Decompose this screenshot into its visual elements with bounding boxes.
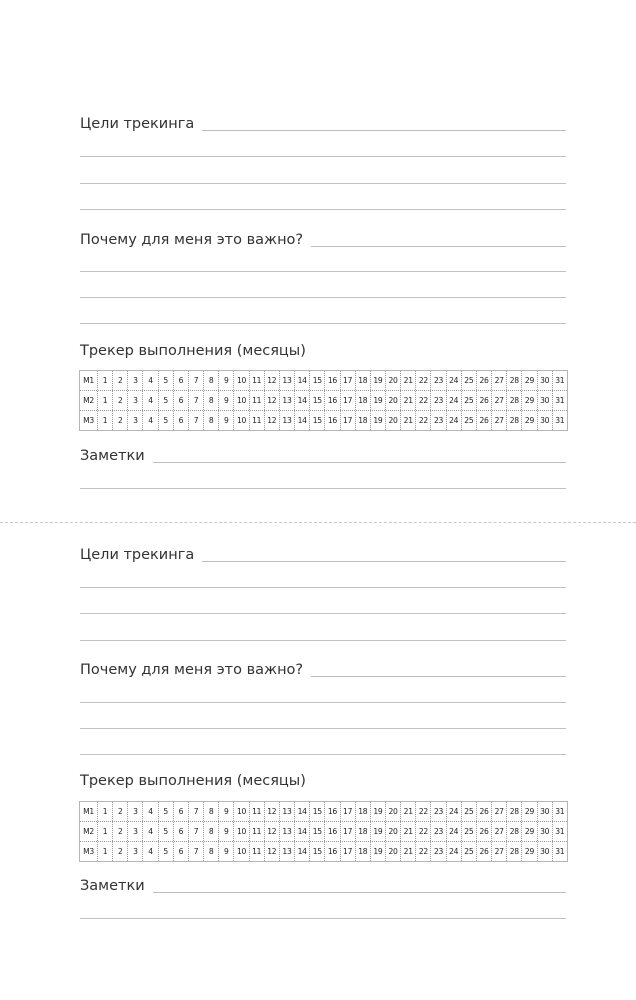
day-cell[interactable]: 29 xyxy=(522,842,537,861)
goals-row xyxy=(80,541,566,565)
day-cell[interactable]: 15 xyxy=(310,822,325,841)
tracker-row-m1 xyxy=(80,371,567,391)
day-cell[interactable]: 25 xyxy=(462,391,477,410)
day-cell[interactable]: 23 xyxy=(431,391,446,410)
day-cell[interactable]: 23 xyxy=(431,802,446,821)
day-cell[interactable]: 12 xyxy=(265,822,280,841)
day-cell[interactable]: 6 xyxy=(174,822,189,841)
day-cell[interactable]: 18 xyxy=(356,391,371,410)
day-cell[interactable]: 21 xyxy=(401,822,416,841)
tracker-label: Трекер выполнения (месяцы) xyxy=(80,343,306,359)
day-cell[interactable]: 4 xyxy=(143,391,158,410)
day-cell[interactable]: 16 xyxy=(325,391,340,410)
day-cell[interactable]: 12 xyxy=(265,411,280,430)
day-cell[interactable]: 25 xyxy=(462,411,477,430)
day-cell[interactable]: 15 xyxy=(310,391,325,410)
day-cell[interactable]: 23 xyxy=(431,842,446,861)
day-cell[interactable]: 29 xyxy=(522,411,537,430)
day-cell[interactable]: 13 xyxy=(280,391,295,410)
day-cell[interactable]: 9 xyxy=(219,842,234,861)
day-cell[interactable]: 11 xyxy=(250,391,265,410)
day-cell[interactable]: 7 xyxy=(189,391,204,410)
day-cell[interactable]: 19 xyxy=(371,802,386,821)
day-cell[interactable]: 24 xyxy=(447,822,462,841)
goals-write-line[interactable] xyxy=(202,130,566,131)
day-cell[interactable]: 7 xyxy=(189,371,204,390)
day-cell[interactable]: 15 xyxy=(310,842,325,861)
day-cell[interactable]: 18 xyxy=(356,822,371,841)
month-label: M2 xyxy=(80,822,98,841)
day-cell[interactable]: 25 xyxy=(462,802,477,821)
day-cell[interactable]: 4 xyxy=(143,371,158,390)
day-cell[interactable]: 19 xyxy=(371,822,386,841)
notes-row xyxy=(80,442,566,466)
day-cell[interactable]: 5 xyxy=(159,822,174,841)
day-cell[interactable]: 28 xyxy=(507,371,522,390)
day-cell[interactable]: 4 xyxy=(143,822,158,841)
day-cell[interactable]: 7 xyxy=(189,411,204,430)
day-cell[interactable]: 29 xyxy=(522,391,537,410)
day-cell[interactable]: 24 xyxy=(447,411,462,430)
goals-line[interactable] xyxy=(80,156,566,157)
day-cell[interactable]: 18 xyxy=(356,802,371,821)
day-cell[interactable]: 11 xyxy=(250,802,265,821)
day-cell[interactable]: 8 xyxy=(204,822,219,841)
day-cell[interactable]: 6 xyxy=(174,411,189,430)
day-cell[interactable]: 23 xyxy=(431,411,446,430)
day-cell[interactable]: 30 xyxy=(538,822,553,841)
day-cell[interactable]: 20 xyxy=(386,411,401,430)
day-cell[interactable]: 15 xyxy=(310,802,325,821)
notes-line[interactable] xyxy=(80,488,566,489)
day-cell[interactable]: 17 xyxy=(341,822,356,841)
day-cell[interactable]: 17 xyxy=(341,411,356,430)
why-write-line[interactable] xyxy=(311,246,566,247)
goals-write-line[interactable] xyxy=(202,561,566,562)
day-cell[interactable]: 1 xyxy=(98,802,113,821)
day-cell[interactable]: 30 xyxy=(538,391,553,410)
day-cell[interactable]: 1 xyxy=(98,842,113,861)
month-label: M3 xyxy=(80,411,98,430)
day-cell[interactable]: 3 xyxy=(128,802,143,821)
day-cell[interactable]: 2 xyxy=(113,822,128,841)
day-cell[interactable]: 28 xyxy=(507,842,522,861)
tracker-label: Трекер выполнения (месяцы) xyxy=(80,773,306,789)
day-cell[interactable]: 12 xyxy=(265,391,280,410)
day-cell[interactable]: 22 xyxy=(416,391,431,410)
day-cell[interactable]: 5 xyxy=(159,391,174,410)
day-cell[interactable]: 24 xyxy=(447,842,462,861)
day-cell[interactable]: 15 xyxy=(310,411,325,430)
day-cell[interactable]: 18 xyxy=(356,371,371,390)
day-cell[interactable]: 30 xyxy=(538,371,553,390)
day-cell[interactable]: 14 xyxy=(295,842,310,861)
day-cell[interactable]: 17 xyxy=(341,391,356,410)
why-row xyxy=(80,226,566,250)
day-cell[interactable]: 2 xyxy=(113,842,128,861)
month-label: M1 xyxy=(80,371,98,390)
day-cell[interactable]: 7 xyxy=(189,842,204,861)
day-cell[interactable]: 6 xyxy=(174,802,189,821)
day-cell[interactable]: 16 xyxy=(325,822,340,841)
day-cell[interactable]: 5 xyxy=(159,411,174,430)
goals-label: Цели трекинга xyxy=(80,547,195,563)
day-cell[interactable]: 21 xyxy=(401,802,416,821)
goals-line[interactable] xyxy=(80,587,566,588)
day-cell[interactable]: 20 xyxy=(386,822,401,841)
month-label: M1 xyxy=(80,802,98,821)
day-cell[interactable]: 23 xyxy=(431,371,446,390)
day-cell[interactable]: 8 xyxy=(204,842,219,861)
day-cell[interactable]: 1 xyxy=(98,371,113,390)
goals-line[interactable] xyxy=(80,183,566,184)
day-cell[interactable]: 9 xyxy=(219,371,234,390)
goals-line[interactable] xyxy=(80,613,566,614)
day-cell[interactable]: 21 xyxy=(401,411,416,430)
day-cell[interactable]: 3 xyxy=(128,371,143,390)
day-cell[interactable]: 2 xyxy=(113,391,128,410)
day-cell[interactable]: 4 xyxy=(143,802,158,821)
day-cell[interactable]: 22 xyxy=(416,411,431,430)
day-cell[interactable]: 10 xyxy=(234,371,249,390)
why-line[interactable] xyxy=(80,728,566,729)
day-cell[interactable]: 12 xyxy=(265,842,280,861)
day-cell[interactable]: 10 xyxy=(234,842,249,861)
day-cell[interactable]: 19 xyxy=(371,391,386,410)
day-cell[interactable]: 23 xyxy=(431,822,446,841)
day-cell[interactable]: 14 xyxy=(295,391,310,410)
day-cell[interactable]: 30 xyxy=(538,411,553,430)
day-cell[interactable]: 9 xyxy=(219,802,234,821)
day-cell[interactable]: 28 xyxy=(507,802,522,821)
day-cell[interactable]: 31 xyxy=(555,827,565,836)
day-cell[interactable]: 22 xyxy=(416,822,431,841)
day-cell[interactable]: 25 xyxy=(462,822,477,841)
day-cell[interactable]: 10 xyxy=(234,411,249,430)
month-label: M2 xyxy=(80,391,98,410)
day-cell[interactable]: 18 xyxy=(356,842,371,861)
day-cell[interactable]: 31 xyxy=(555,396,565,405)
tracker-row-m2 xyxy=(80,822,567,842)
why-line[interactable] xyxy=(80,754,566,755)
day-cell[interactable]: 27 xyxy=(492,391,507,410)
day-cell[interactable]: 8 xyxy=(204,391,219,410)
goals-label: Цели трекинга xyxy=(80,116,195,132)
day-cell[interactable]: 8 xyxy=(204,802,219,821)
day-cell[interactable]: 4 xyxy=(143,411,158,430)
day-cell[interactable]: 19 xyxy=(371,842,386,861)
day-cell[interactable]: 12 xyxy=(265,802,280,821)
tracker-row-m3 xyxy=(80,411,567,430)
day-cell[interactable]: 11 xyxy=(250,371,265,390)
day-cell[interactable]: 24 xyxy=(447,391,462,410)
why-write-line[interactable] xyxy=(311,676,566,677)
day-cell[interactable]: 8 xyxy=(204,411,219,430)
day-cell[interactable]: 26 xyxy=(477,842,492,861)
day-cell[interactable]: 7 xyxy=(189,802,204,821)
why-row xyxy=(80,656,566,680)
day-cell[interactable]: 10 xyxy=(234,822,249,841)
day-cell[interactable]: 2 xyxy=(113,802,128,821)
day-cell[interactable]: 21 xyxy=(401,842,416,861)
day-cell[interactable]: 8 xyxy=(204,371,219,390)
day-cell[interactable]: 27 xyxy=(492,371,507,390)
day-cell[interactable]: 27 xyxy=(492,411,507,430)
day-cell[interactable]: 7 xyxy=(189,822,204,841)
day-cell[interactable]: 19 xyxy=(371,371,386,390)
day-cell[interactable]: 17 xyxy=(341,802,356,821)
day-cell[interactable]: 11 xyxy=(250,822,265,841)
month-tracker-grid xyxy=(79,370,568,431)
day-cell[interactable]: 28 xyxy=(507,822,522,841)
day-cell[interactable]: 11 xyxy=(250,411,265,430)
day-cell[interactable]: 27 xyxy=(492,822,507,841)
day-cell[interactable]: 28 xyxy=(507,391,522,410)
day-cell[interactable]: 13 xyxy=(280,842,295,861)
day-cell[interactable]: 22 xyxy=(416,802,431,821)
notes-label: Заметки xyxy=(80,448,145,464)
day-cell[interactable]: 26 xyxy=(477,822,492,841)
why-line[interactable] xyxy=(80,297,566,298)
day-cell[interactable]: 25 xyxy=(462,842,477,861)
day-cell[interactable]: 9 xyxy=(219,822,234,841)
day-cell[interactable]: 13 xyxy=(280,411,295,430)
day-cell[interactable]: 10 xyxy=(234,391,249,410)
day-cell[interactable]: 22 xyxy=(416,842,431,861)
day-cell[interactable]: 28 xyxy=(507,411,522,430)
day-cell[interactable]: 20 xyxy=(386,391,401,410)
goals-row xyxy=(80,110,566,134)
day-cell[interactable]: 14 xyxy=(295,371,310,390)
day-cell[interactable]: 9 xyxy=(219,391,234,410)
day-cell[interactable]: 27 xyxy=(492,842,507,861)
day-cell[interactable]: 25 xyxy=(462,371,477,390)
day-cell[interactable]: 17 xyxy=(341,842,356,861)
day-cell[interactable]: 26 xyxy=(477,802,492,821)
day-cell[interactable]: 3 xyxy=(128,842,143,861)
day-cell[interactable]: 18 xyxy=(356,411,371,430)
day-cell[interactable]: 24 xyxy=(447,802,462,821)
why-line[interactable] xyxy=(80,271,566,272)
notes-write-line[interactable] xyxy=(153,892,566,893)
notes-line[interactable] xyxy=(80,918,566,919)
day-cell[interactable]: 26 xyxy=(477,391,492,410)
day-cell[interactable]: 6 xyxy=(174,371,189,390)
day-cell[interactable]: 21 xyxy=(401,371,416,390)
day-cell[interactable]: 16 xyxy=(325,842,340,861)
day-cell[interactable]: 16 xyxy=(325,411,340,430)
goals-line[interactable] xyxy=(80,640,566,641)
day-cell[interactable]: 1 xyxy=(98,391,113,410)
day-cell[interactable]: 14 xyxy=(295,802,310,821)
why-label: Почему для меня это важно? xyxy=(80,662,304,678)
notes-write-line[interactable] xyxy=(153,462,566,463)
day-cell[interactable]: 15 xyxy=(310,371,325,390)
day-cell[interactable]: 31 xyxy=(555,847,565,856)
day-cell[interactable]: 6 xyxy=(174,391,189,410)
day-cell[interactable]: 27 xyxy=(492,802,507,821)
why-line[interactable] xyxy=(80,323,566,324)
day-cell[interactable]: 19 xyxy=(371,411,386,430)
tracker-row-m1 xyxy=(80,802,567,822)
day-cell[interactable]: 29 xyxy=(522,371,537,390)
notes-label: Заметки xyxy=(80,878,145,894)
day-cell[interactable]: 14 xyxy=(295,411,310,430)
day-cell[interactable]: 20 xyxy=(386,802,401,821)
day-cell[interactable]: 31 xyxy=(555,376,565,385)
notes-row xyxy=(80,872,566,896)
day-cell[interactable]: 14 xyxy=(295,822,310,841)
day-cell[interactable]: 5 xyxy=(159,802,174,821)
month-tracker-grid xyxy=(79,801,568,862)
day-cell[interactable]: 24 xyxy=(447,371,462,390)
day-cell[interactable]: 20 xyxy=(386,842,401,861)
why-line[interactable] xyxy=(80,702,566,703)
day-cell[interactable]: 1 xyxy=(98,411,113,430)
cut-line xyxy=(0,522,636,523)
why-label: Почему для меня это важно? xyxy=(80,232,304,248)
day-cell[interactable]: 3 xyxy=(128,822,143,841)
day-cell[interactable]: 21 xyxy=(401,391,416,410)
goals-line[interactable] xyxy=(80,209,566,210)
day-cell[interactable]: 2 xyxy=(113,371,128,390)
tracker-row-m2 xyxy=(80,391,567,411)
day-cell[interactable]: 30 xyxy=(538,802,553,821)
day-cell[interactable]: 3 xyxy=(128,391,143,410)
day-cell[interactable]: 1 xyxy=(98,822,113,841)
day-cell[interactable]: 20 xyxy=(386,371,401,390)
day-cell[interactable]: 31 xyxy=(555,807,565,816)
day-cell[interactable]: 31 xyxy=(555,416,565,425)
day-cell[interactable]: 16 xyxy=(325,802,340,821)
day-cell[interactable]: 29 xyxy=(522,802,537,821)
day-cell[interactable]: 26 xyxy=(477,371,492,390)
day-cell[interactable]: 2 xyxy=(113,411,128,430)
day-cell[interactable]: 17 xyxy=(341,371,356,390)
day-cell[interactable]: 4 xyxy=(143,842,158,861)
day-cell[interactable]: 13 xyxy=(280,822,295,841)
day-cell[interactable]: 6 xyxy=(174,842,189,861)
day-cell[interactable]: 30 xyxy=(538,842,553,861)
day-cell[interactable]: 16 xyxy=(325,371,340,390)
day-cell[interactable]: 12 xyxy=(265,371,280,390)
day-cell[interactable]: 22 xyxy=(416,371,431,390)
day-cell[interactable]: 13 xyxy=(280,802,295,821)
day-cell[interactable]: 9 xyxy=(219,411,234,430)
tracker-row-m3 xyxy=(80,842,567,861)
day-cell[interactable]: 26 xyxy=(477,411,492,430)
day-cell[interactable]: 5 xyxy=(159,371,174,390)
day-cell[interactable]: 5 xyxy=(159,842,174,861)
month-label: M3 xyxy=(80,842,98,861)
day-cell[interactable]: 29 xyxy=(522,822,537,841)
day-cell[interactable]: 13 xyxy=(280,371,295,390)
day-cell[interactable]: 3 xyxy=(128,411,143,430)
day-cell[interactable]: 11 xyxy=(250,842,265,861)
day-cell[interactable]: 10 xyxy=(234,802,249,821)
